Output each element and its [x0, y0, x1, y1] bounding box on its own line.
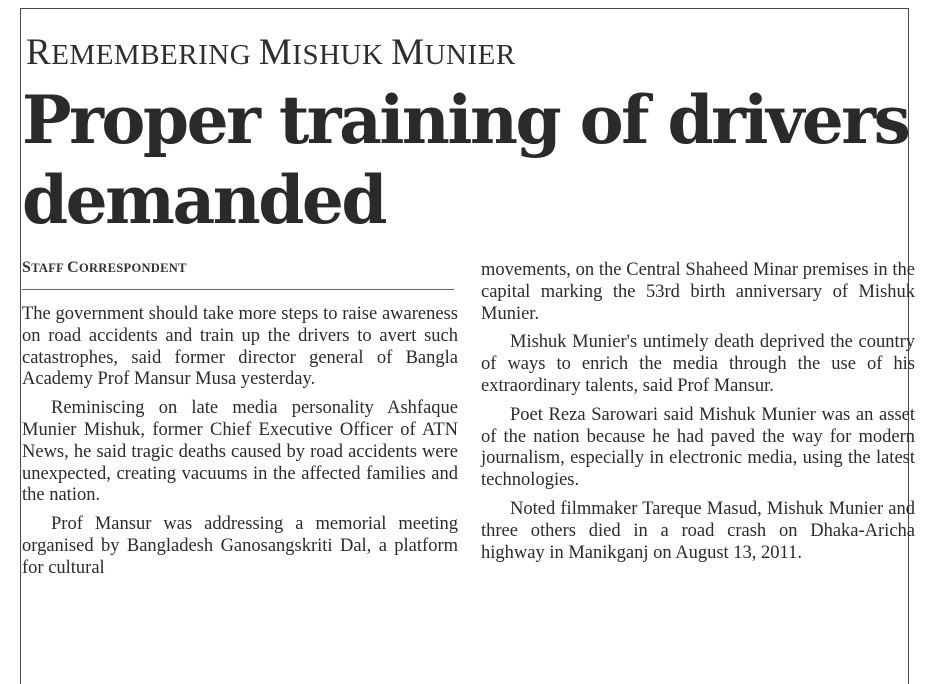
body-column-right: [481, 260, 915, 571]
article-headline: [22, 80, 922, 240]
article-kicker: REMEMBERING MISHUK MUNIER: [26, 32, 516, 73]
paragraph: Prof Mansur was addressing a memorial meeting organised by Bangladesh Ganosangskriti Dal, a platform for cultural: [22, 514, 458, 578]
byline-divider: [22, 289, 454, 290]
article-byline: STAFF CORRESPONDENT: [22, 259, 187, 276]
headline-line-1: Proper training of drivers: [22, 81, 909, 159]
body-column-left: [22, 304, 458, 587]
paragraph: movements, on the Central Shaheed Minar premises in the capital marking the 53rd birth anniversary of Mishuk Munier.: [481, 260, 915, 324]
paragraph: Mishuk Munier's untimely death deprived the country of ways to enrich the media through the use of his extraordinary talents, said Prof Mansur.: [481, 332, 915, 396]
paragraph: Noted filmmaker Tareque Masud, Mishuk Munier and three others died in a road crash on Dhaka-Aricha highway in Manikganj on August 13, 2011.: [481, 498, 915, 563]
paragraph: The government should take more steps to raise awareness on road accidents and train up the drivers to avert such catastrophes, said former director general of Bangla Academy Prof Mansur Musa yesterday.: [22, 304, 458, 390]
headline-line-2: demanded: [22, 161, 386, 239]
paragraph: Reminiscing on late media personality Ashfaque Munier Mishuk, former Chief Executive Officer of ATN News, he said tragic deaths caused by road accidents were unexpected, creating vacuums in the affected families and the nation.: [22, 398, 458, 506]
paragraph: Poet Reza Sarowari said Mishuk Munier was an asset of the nation because he had paved the way for modern journalism, especially in electronic media, using the latest technologies.: [481, 404, 915, 491]
